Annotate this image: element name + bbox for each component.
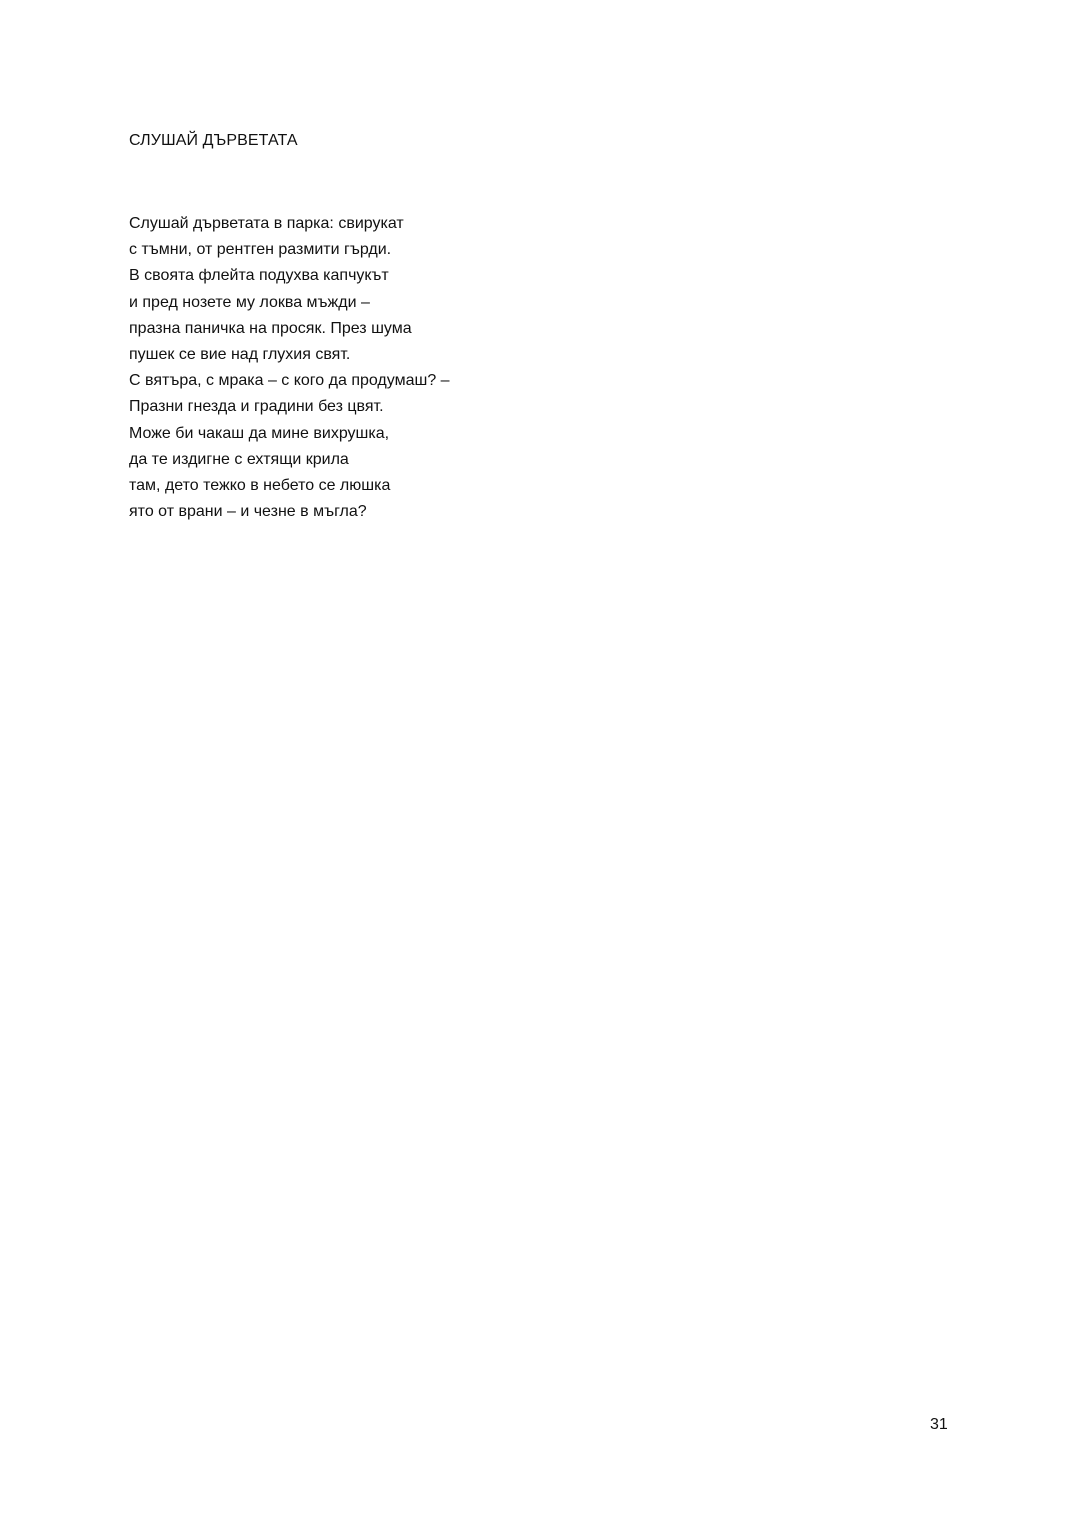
poem-line: пушек се вие над глухия свят. [129, 346, 351, 364]
poem-line: и пред нозете му локва мъжди – [129, 293, 370, 311]
poem-line: В своята флейта подухва капчукът [129, 267, 389, 285]
poem-line: ято от врани – и чезне в мъгла? [129, 503, 367, 521]
poem-line: Слушай дърветата в парка: свирукат [129, 215, 404, 232]
poem-line: празна паничка на просяк. През шума [129, 319, 412, 337]
poem-line: Може би чакаш да мине вихрушка, [129, 424, 390, 442]
page-number: 31 [930, 1416, 948, 1433]
poem-line: С вятъра, с мрака – с кого да продумаш? – [129, 372, 450, 390]
poem-line: с тъмни, от рентген размити гърди. [129, 241, 392, 259]
poem-line: там, дето тежко в небето се люшка [129, 477, 391, 495]
poem-line: Празни гнезда и градини без цвят. [129, 398, 384, 416]
poem-line: да те издигне с ехтящи крила [129, 450, 349, 468]
poem-body [129, 211, 450, 525]
poem-title: СЛУШАЙ ДЪРВЕТАТА [129, 132, 298, 149]
